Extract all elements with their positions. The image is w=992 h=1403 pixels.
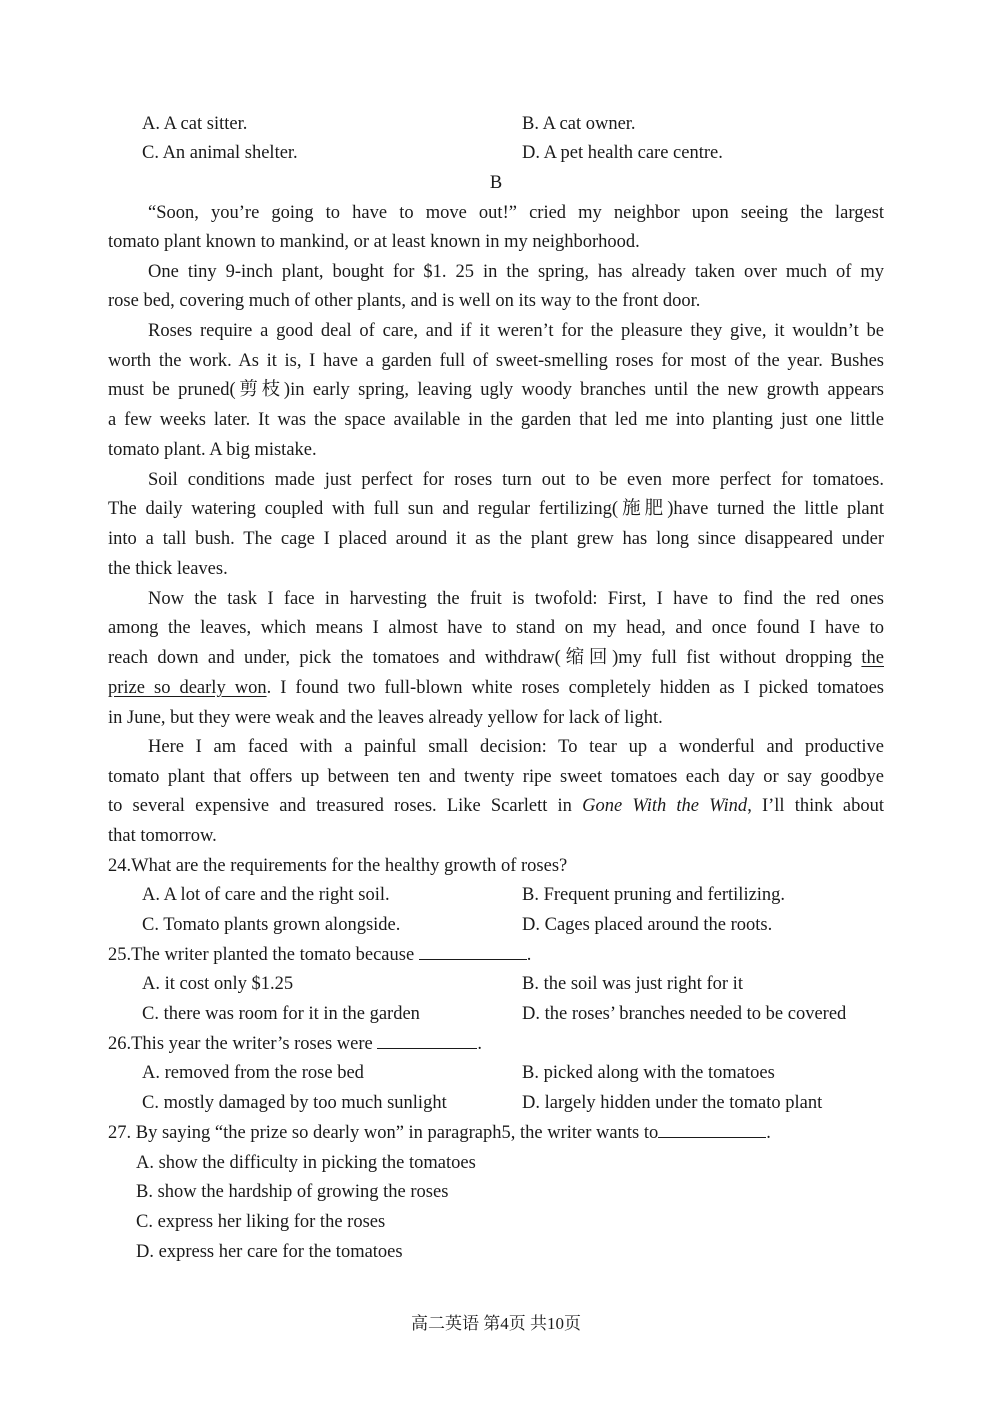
paragraph-4-line-4: the thick leaves. xyxy=(108,559,228,579)
paragraph-6-line-2: tomato plant that offers up between ten and twenty ripe sweet tomatoes each day or say goodbye xyxy=(108,767,884,787)
question-24-option-b[interactable]: B. Frequent pruning and fertilizing. xyxy=(522,885,786,905)
paragraph-4-line-2: The daily watering coupled with full sun and regular fertilizing(施肥)have turned the little plant xyxy=(108,499,884,519)
question-27-option-a[interactable]: A. show the difficulty in picking the tomatoes xyxy=(136,1153,476,1173)
question-25-option-d[interactable]: D. the roses’ branches needed to be covered xyxy=(522,1004,847,1024)
paragraph-5-line-5: in June, but they were weak and the leaves already yellow for lack of light. xyxy=(108,708,663,728)
question-27-option-b[interactable]: B. show the hardship of growing the roses xyxy=(136,1182,449,1202)
paragraph-2-line-2: rose bed, covering much of other plants, and is well on its way to the front door. xyxy=(108,291,701,311)
answer-blank[interactable] xyxy=(419,941,527,960)
question-27-stem xyxy=(108,1118,771,1148)
question-25-option-b[interactable]: B. the soil was just right for it xyxy=(522,974,743,994)
paragraph-6-line-3-text: to several expensive and treasured roses. Like Scarlett in xyxy=(108,796,583,816)
underlined-phrase: prize so dearly won xyxy=(108,678,267,698)
question-26-option-d[interactable]: D. largely hidden under the tomato plant xyxy=(522,1093,823,1113)
question-26-option-b[interactable]: B. picked along with the tomatoes xyxy=(522,1063,775,1083)
paragraph-3-line-1: Roses require a good deal of care, and if it weren’t for the pleasure they give, it wouldn’t be xyxy=(148,321,884,341)
question-27-option-c[interactable]: C. express her liking for the roses xyxy=(136,1212,386,1232)
prev-option-a: A. A cat sitter. xyxy=(142,114,248,134)
paragraph-3-line-3: must be pruned(剪枝)in early spring, leaving ugly woody branches until the new growth appears xyxy=(108,380,884,400)
question-24-option-d[interactable]: D. Cages placed around the roots. xyxy=(522,915,773,935)
answer-blank[interactable] xyxy=(377,1030,477,1049)
paragraph-1-line-2: tomato plant known to mankind, or at least known in my neighborhood. xyxy=(108,232,640,252)
book-title: Gone With the Wind xyxy=(582,796,748,816)
paragraph-2-line-1: One tiny 9-inch plant, bought for $1. 25 in the spring, has already taken over much of my xyxy=(148,262,884,282)
paragraph-1-line-1: “Soon, you’re going to have to move out!” cried my neighbor upon seeing the largest xyxy=(148,203,884,223)
question-25-option-c[interactable]: C. there was room for it in the garden xyxy=(142,1004,420,1024)
paragraph-5-line-3-text: reach down and under, pick the tomatoes and withdraw(缩回)my full fist without dropping xyxy=(108,648,862,668)
paragraph-4-line-3: into a tall bush. The cage I placed around it as the plant grew has long since disappeared under xyxy=(108,529,884,549)
question-26-stem-end: . xyxy=(477,1034,482,1054)
paragraph-6-line-3-end: , I’ll think about xyxy=(747,796,885,816)
answer-blank[interactable] xyxy=(658,1119,766,1138)
underlined-phrase-start: the xyxy=(861,648,884,668)
paragraph-4-line-1: Soil conditions made just perfect for roses turn out to be even more perfect for tomatoes. xyxy=(148,470,884,490)
question-24-stem: 24.What are the requirements for the healthy growth of roses? xyxy=(108,856,568,876)
question-25-stem-end: . xyxy=(526,945,532,965)
section-label: B xyxy=(489,173,503,193)
page-footer: 高二英语 第4页 共10页 xyxy=(411,1314,581,1333)
paragraph-5-line-2: among the leaves, which means I almost have to stand on my head, and once found I have to xyxy=(108,618,884,638)
question-24-option-a[interactable]: A. A lot of care and the right soil. xyxy=(142,885,390,905)
paragraph-3-line-4: a few weeks later. It was the space available in the garden that led me into planting just one little xyxy=(108,410,884,430)
question-27-stem-text: 27. By saying “the prize so dearly won” in paragraph5, the writer wants to xyxy=(108,1123,659,1143)
prev-option-d: D. A pet health care centre. xyxy=(522,143,723,163)
paragraph-3-line-5: tomato plant. A big mistake. xyxy=(108,440,317,460)
prev-option-b: B. A cat owner. xyxy=(522,114,636,134)
question-27-option-d[interactable]: D. express her care for the tomatoes xyxy=(136,1242,403,1262)
question-25-stem-text: 25.The writer planted the tomato because xyxy=(108,945,415,965)
question-27-stem-end: . xyxy=(766,1123,771,1143)
paragraph-5-line-3 xyxy=(108,643,884,673)
paragraph-5-line-4-text: . I found two full-blown white roses completely hidden as I picked tomatoes xyxy=(266,678,884,698)
paragraph-3-line-2: worth the work. As it is, I have a garden full of sweet-smelling roses for most of the year. Bushes xyxy=(108,351,884,371)
paragraph-6-line-4: that tomorrow. xyxy=(108,826,217,846)
paragraph-5-line-4 xyxy=(108,673,884,703)
question-26-stem xyxy=(108,1029,482,1059)
question-26-option-a[interactable]: A. removed from the rose bed xyxy=(142,1063,364,1083)
question-25-option-a[interactable]: A. it cost only $1.25 xyxy=(142,974,294,994)
prev-option-c: C. An animal shelter. xyxy=(142,143,298,163)
question-26-option-c[interactable]: C. mostly damaged by too much sunlight xyxy=(142,1093,447,1113)
question-25-stem xyxy=(108,940,531,970)
paragraph-6-line-3 xyxy=(108,791,884,821)
paragraph-6-line-1: Here I am faced with a painful small decision: To tear up a wonderful and productive xyxy=(148,737,884,757)
paragraph-5-line-1: Now the task I face in harvesting the fruit is twofold: First, I have to find the red ones xyxy=(148,589,884,609)
question-24-option-c[interactable]: C. Tomato plants grown alongside. xyxy=(142,915,401,935)
question-26-stem-text: 26.This year the writer’s roses were xyxy=(108,1034,373,1054)
